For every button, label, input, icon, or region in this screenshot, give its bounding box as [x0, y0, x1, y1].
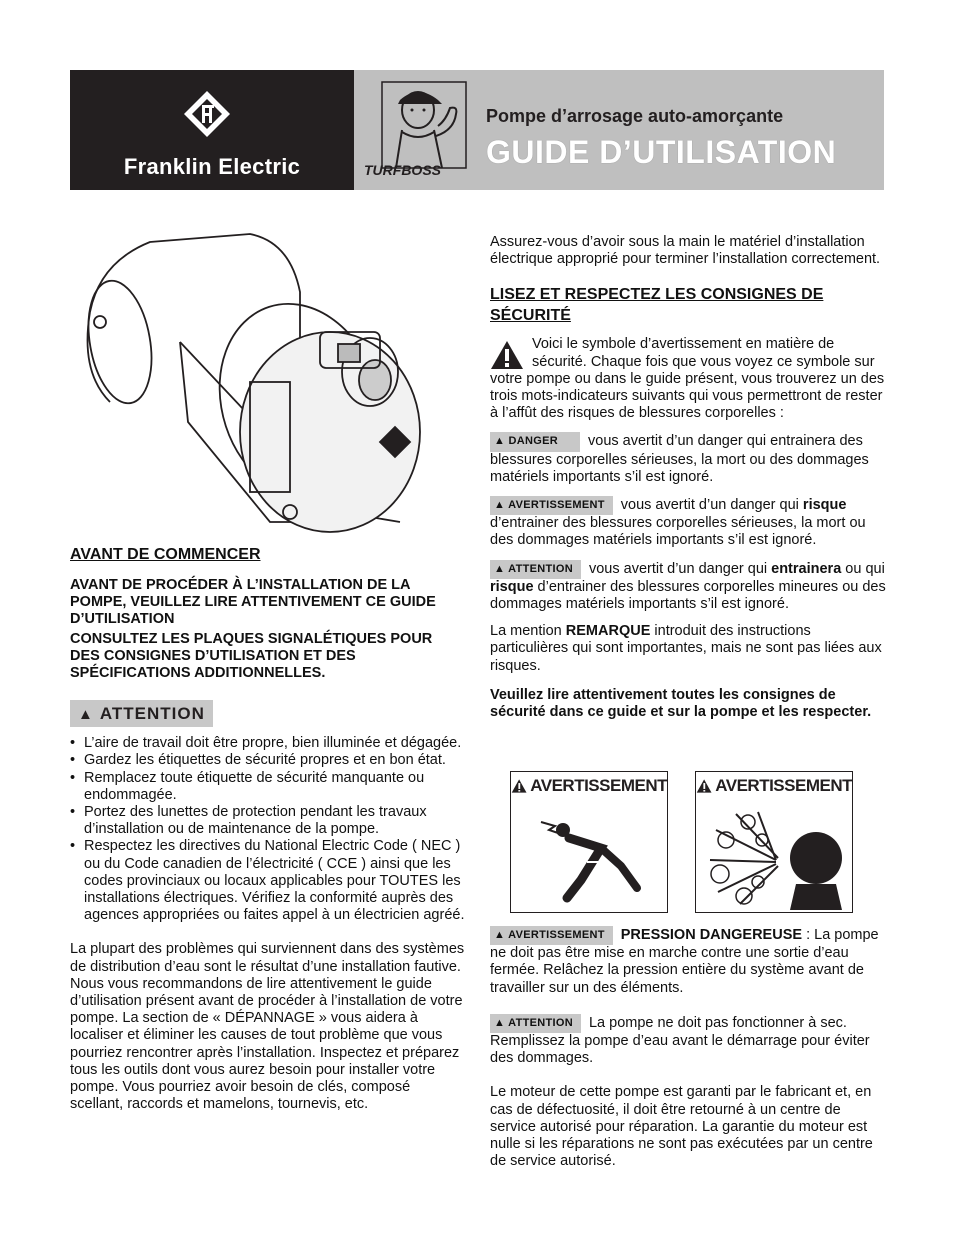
brand-name: Franklin Electric — [123, 154, 301, 179]
header-brand-panel — [70, 70, 354, 190]
note-definition — [490, 623, 886, 675]
pressure-text: : La pompe ne doit pas être mise en marche contre une sortie d’eau fermée. Relâchez la pression entière du système avant de travailler sur un des éléments. — [490, 927, 879, 996]
pressure-warning — [490, 926, 886, 997]
warning-tag-label: AVERTISSEMENT — [508, 499, 605, 512]
read-instructions-note: Veuillez lire attentivement toutes les consignes de sécurité dans ce guide et sur la pompe et les respecter. — [490, 686, 872, 721]
danger-tag: ▲ DANGER — [490, 432, 580, 451]
list-item: • L’aire de travail doit être propre, bien illuminée et dégagée. — [70, 735, 466, 752]
note-keyword: REMARQUE — [565, 623, 651, 640]
caution-text-mid: ou qui — [841, 560, 885, 577]
install-notice: AVANT DE PROCÉDER À L’INSTALLATION DE LA POMPE, VEUILLEZ LIRE ATTENTIVEMENT CE GUIDE D’UTILISATION — [70, 577, 436, 628]
nameplate-notice: CONSULTEZ LES PLAQUES SIGNALÉTIQUES POUR DES CONSIGNES D’UTILISATION ET DES SPÉCIFICATIONS ADDITIONNELLES. — [70, 630, 433, 682]
note-text-rest: introduit des instructions particulières qui sont importantes, mais ne sont pas liées aux risques. — [490, 623, 882, 674]
note-text: La mention — [490, 623, 566, 640]
document-title: GUIDE D’UTILISATION — [486, 134, 837, 170]
warning-tag-label: AVERTISSEMENT — [508, 929, 605, 941]
warning-triangle-icon — [696, 776, 712, 796]
warning-text: vous avertit d’un danger qui — [620, 497, 803, 514]
danger-tag-label: DANGER — [508, 435, 559, 448]
dry-run-caution — [490, 1014, 886, 1068]
caution-definition — [490, 560, 886, 614]
franklin-logo-icon — [183, 90, 231, 138]
list-item: • Portez des lunettes de protection pendant les travaux d’installation ou de maintenance de la pompe. — [70, 804, 466, 838]
danger-definition — [490, 432, 886, 486]
pictogram-label: AVERTISSEMENT — [715, 776, 852, 795]
warning-definition — [490, 496, 886, 550]
pictogram-label: AVERTISSEMENT — [530, 776, 667, 795]
electric-shock-pictogram — [510, 771, 668, 913]
list-item: • Gardez les étiquettes de sécurité propres et en bon état. — [70, 752, 466, 769]
warning-triangle-icon: ▲ — [78, 706, 94, 724]
list-item: • Remplacez toute étiquette de sécurité manquante ou endommagée. — [70, 770, 466, 804]
dry-run-text: La pompe ne doit pas fonctionner à sec. Remplissez la pompe d’eau avant le démarrage pour éviter des dommages. — [490, 1014, 870, 1067]
document-subtitle: Pompe d’arrosage auto-amorçante — [486, 106, 784, 126]
intro-paragraph: La plupart des problèmes qui surviennent dans des systèmes de distribution d’eau sont le résultat d’une installation fautive. Nous vous recommandons de lire attentivement le guide d’utilisation présent avant de procéder à l’installation de votre pompe. La section de « DÉPANNAGE » vous aidera à localiser et éliminer les causes de tout problème que vous pourriez rencontrer après l’installation. Inspectez et préparez tous les outils dont vous aurez besoin pour installer votre pompe. Vous pourriez avoir besoin de clés, composé scellant, raccords et mamelons, tournevis, etc. — [70, 941, 465, 1113]
warranty-paragraph: Le moteur de cette pompe est garanti par le fabricant et, en cas de défectuosité, il doit être retourné à un centre de service autorisé pour réparation. La garantie du moteur est nulle si les réparations ne sont pas exécutées par un centre de service autorisé. — [490, 1084, 873, 1170]
section-title-before-start: AVANT DE COMMENCER — [70, 546, 261, 563]
safety-alert-icon — [490, 340, 524, 370]
caution-keyword-1: entrainera — [771, 560, 842, 577]
pictogram-header — [696, 772, 852, 800]
electric-shock-icon — [511, 800, 667, 910]
caution-keyword-2: risque — [490, 578, 534, 595]
warning-tag: ▲ AVERTISSEMENT — [490, 926, 613, 945]
danger-text-rest: des blessures corporelles sérieuses, la mort ou des dommages matériels importants s’il est ignoré. — [490, 433, 869, 485]
caution-text: vous avertit d’un danger qui — [588, 560, 772, 577]
warning-keyword: risque — [802, 497, 847, 514]
pressure-keyword: PRESSION DANGEREUSE — [620, 927, 803, 943]
right-column — [490, 234, 886, 721]
warning-text-rest: d’entrainer des blessures corporelles sérieuses, la mort ou des dommages matériels importants s’il est ignoré. — [490, 515, 866, 549]
section-title-safety: LISEZ ET RESPECTEZ LES CONSIGNES DE SÉCURITÉ — [490, 286, 824, 325]
equipment-paragraph: Assurez-vous d’avoir sous la main le matériel d’installation électrique approprié pour terminer l’installation correctement. — [490, 234, 881, 268]
caution-tag: ▲ ATTENTION — [490, 1014, 581, 1033]
caution-text-rest: d’entrainer des blessures corporelles mineures ou des dommages matériels importants s’il est ignoré. — [490, 578, 886, 613]
pump-illustration — [70, 222, 450, 542]
list-item: • Respectez les directives du National Electric Code ( NEC ) ou du Code canadien de l’électricité ( CCE ) ainsi que les codes provinciaux ou locaux applicables pour TOUTES les installations électriques. Vérifiez la conformité auprès des agences appropriées ou faites appel à un électricien agréé. — [70, 838, 466, 924]
warning-tag: ▲ AVERTISSEMENT — [490, 496, 613, 515]
warning-triangle-icon — [511, 776, 527, 796]
safety-symbol-block — [490, 336, 886, 422]
caution-tag: ▲ ATTENTION — [490, 560, 581, 579]
danger-text: vous avertit d’un danger qui — [588, 433, 771, 450]
caution-tag-label: ATTENTION — [508, 1016, 573, 1029]
danger-keyword: entrainera — [770, 433, 836, 450]
left-column — [70, 544, 466, 1113]
explosion-pictogram — [695, 771, 853, 913]
turfboss-label: TURFBOSS — [364, 162, 441, 178]
attention-banner — [70, 700, 213, 727]
lower-right-block — [490, 926, 886, 1170]
pictogram-header — [511, 772, 667, 800]
caution-tag-label: ATTENTION — [508, 562, 573, 575]
safety-symbol-text: Voici le symbole d’avertissement en matière de sécurité. Chaque fois que vous voyez ce symbole sur votre pompe ou dans le guide présent, vous trouverez un des trois mots-indicateurs suivants qui vous permettront de rester à l’affût des risques de blessures corporelles : — [490, 336, 885, 422]
header-title-panel — [354, 70, 884, 190]
attention-banner-label: ATTENTION — [99, 704, 205, 724]
explosion-icon — [696, 800, 852, 910]
attention-list — [70, 735, 466, 924]
